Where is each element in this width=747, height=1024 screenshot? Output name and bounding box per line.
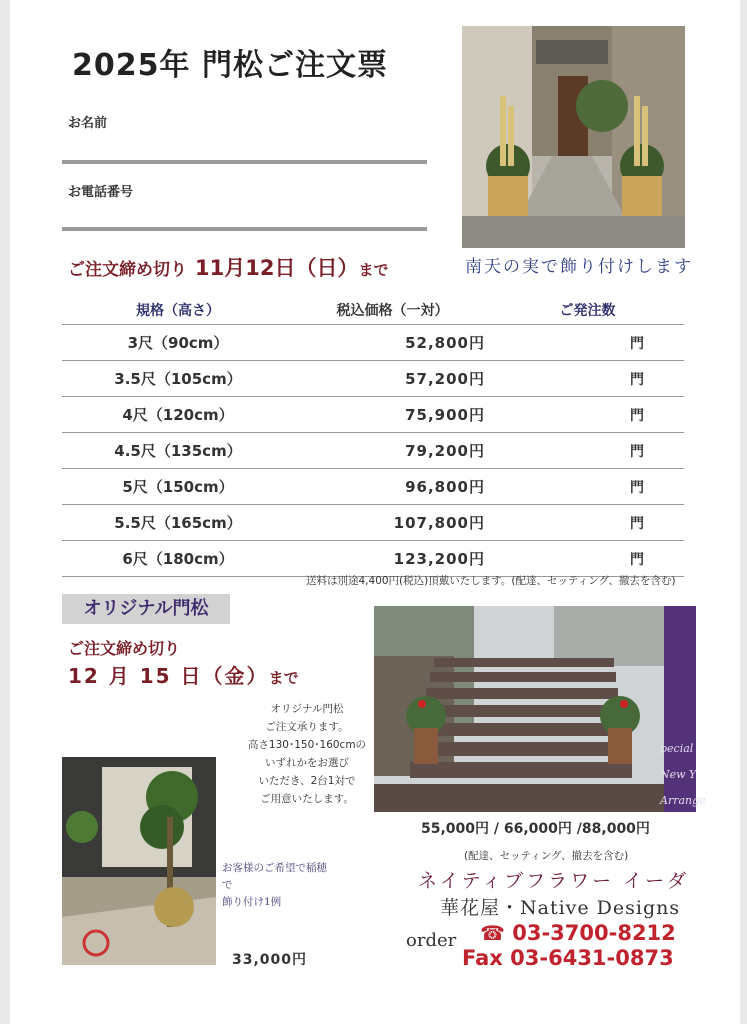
shipping-note: 送料は別途4,400円(税込)頂戴いたします。(配達、セッティング、撤去を含む) — [306, 575, 676, 587]
table-row — [62, 361, 684, 397]
table-row — [62, 397, 684, 433]
shop-name: 華花屋・Native Designs — [440, 897, 681, 919]
rice-ear-note — [222, 860, 334, 911]
rice-ear-kadomatsu-photo — [62, 757, 216, 965]
entrance-kadomatsu-photo — [462, 26, 685, 248]
stairs-kadomatsu-photo — [374, 606, 664, 812]
deadline-banner — [68, 252, 388, 282]
price-cell: 96,800円 — [294, 469, 491, 505]
quantity-cell[interactable]: 門 — [491, 397, 684, 433]
price-cell: 52,800円 — [294, 325, 491, 361]
size-cell: 6尺（180cm） — [62, 541, 294, 577]
table-row — [62, 505, 684, 541]
fax-label: Fax — [462, 946, 503, 970]
size-cell: 4尺（120cm） — [62, 397, 294, 433]
original-deadline-value: 12 月 15 日（金） — [68, 664, 269, 688]
original-deadline-suffix: まで — [268, 669, 299, 687]
original-prices-note: (配達、セッティング、撤去を含む) — [464, 850, 629, 862]
page-title: 2025年 門松ご注文票 — [72, 48, 388, 83]
deadline-date: 11月12日（日） — [195, 256, 359, 280]
quantity-cell[interactable]: 門 — [491, 433, 684, 469]
shop-name-kana: ネイティブフラワー イーダ — [418, 870, 690, 892]
phone-field-label: お電話番号 — [68, 185, 134, 200]
description-line: ご用意いたします。 — [260, 793, 354, 805]
rice-ear-price: 33,000円 — [232, 952, 308, 968]
order-form-page — [10, 0, 740, 1024]
header-size: 規格（高さ） — [62, 296, 294, 325]
phone-input-line[interactable] — [62, 227, 427, 231]
rice-ear-note-line: 飾り付け1例 — [222, 896, 282, 908]
name-field-label: お名前 — [68, 116, 108, 131]
quantity-cell[interactable]: 門 — [491, 325, 684, 361]
size-cell: 5.5尺（165cm） — [62, 505, 294, 541]
price-cell: 57,200円 — [294, 361, 491, 397]
tel-value: 03-3700-8212 — [512, 921, 676, 945]
deadline-suffix: まで — [358, 261, 389, 279]
original-prices: 55,000円 / 66,000円 /88,000円 — [421, 821, 650, 837]
original-deadline-label: ご注文締め切り — [68, 639, 181, 658]
original-kadomatsu-title: オリジナル門松 — [62, 594, 230, 624]
table-row — [62, 541, 684, 577]
quantity-cell[interactable]: 門 — [491, 361, 684, 397]
price-cell: 75,900円 — [294, 397, 491, 433]
table-row — [62, 469, 684, 505]
price-cell: 79,200円 — [294, 433, 491, 469]
order-label: order — [406, 930, 457, 951]
photo-caption: 南天の実で飾り付けします — [465, 257, 693, 277]
size-cell: 5尺（150cm） — [62, 469, 294, 505]
fax-value: 03-6431-0873 — [510, 946, 674, 970]
header-quantity: ご発注数 — [491, 296, 684, 325]
price-cell: 107,800円 — [294, 505, 491, 541]
description-line: ご注文承ります。 — [265, 721, 349, 733]
price-table-header — [62, 296, 684, 325]
rice-ear-note-line: お客様のご希望で稲穂で — [222, 862, 327, 891]
table-row — [62, 325, 684, 361]
description-line: 高さ130･150･160cmの — [247, 739, 367, 751]
name-input-line[interactable] — [62, 160, 427, 164]
original-description — [246, 700, 368, 808]
quantity-cell[interactable]: 門 — [491, 541, 684, 577]
ribbon-text: Arrange — [660, 794, 706, 807]
ribbon-text: pecial — [660, 742, 694, 755]
description-line: いずれかをお選び — [265, 757, 349, 769]
table-row — [62, 433, 684, 469]
description-line: いただき、2台1対で — [258, 775, 356, 787]
size-cell: 3尺（90cm） — [62, 325, 294, 361]
fax-number[interactable] — [462, 946, 674, 970]
header-price: 税込価格（一対） — [294, 296, 491, 325]
ribbon-text: New Y — [660, 768, 697, 781]
quantity-cell[interactable]: 門 — [491, 469, 684, 505]
price-cell: 123,200円 — [294, 541, 491, 577]
phone-icon: ☎ — [480, 921, 505, 945]
description-line: オリジナル門松 — [270, 703, 344, 715]
size-cell: 3.5尺（105cm） — [62, 361, 294, 397]
ribbon-decoration — [664, 606, 696, 812]
tel-number[interactable] — [480, 921, 676, 945]
price-table — [62, 296, 684, 577]
size-cell: 4.5尺（135cm） — [62, 433, 294, 469]
original-deadline-date — [68, 660, 299, 689]
quantity-cell[interactable]: 門 — [491, 505, 684, 541]
deadline-label: ご注文締め切り — [68, 260, 187, 280]
